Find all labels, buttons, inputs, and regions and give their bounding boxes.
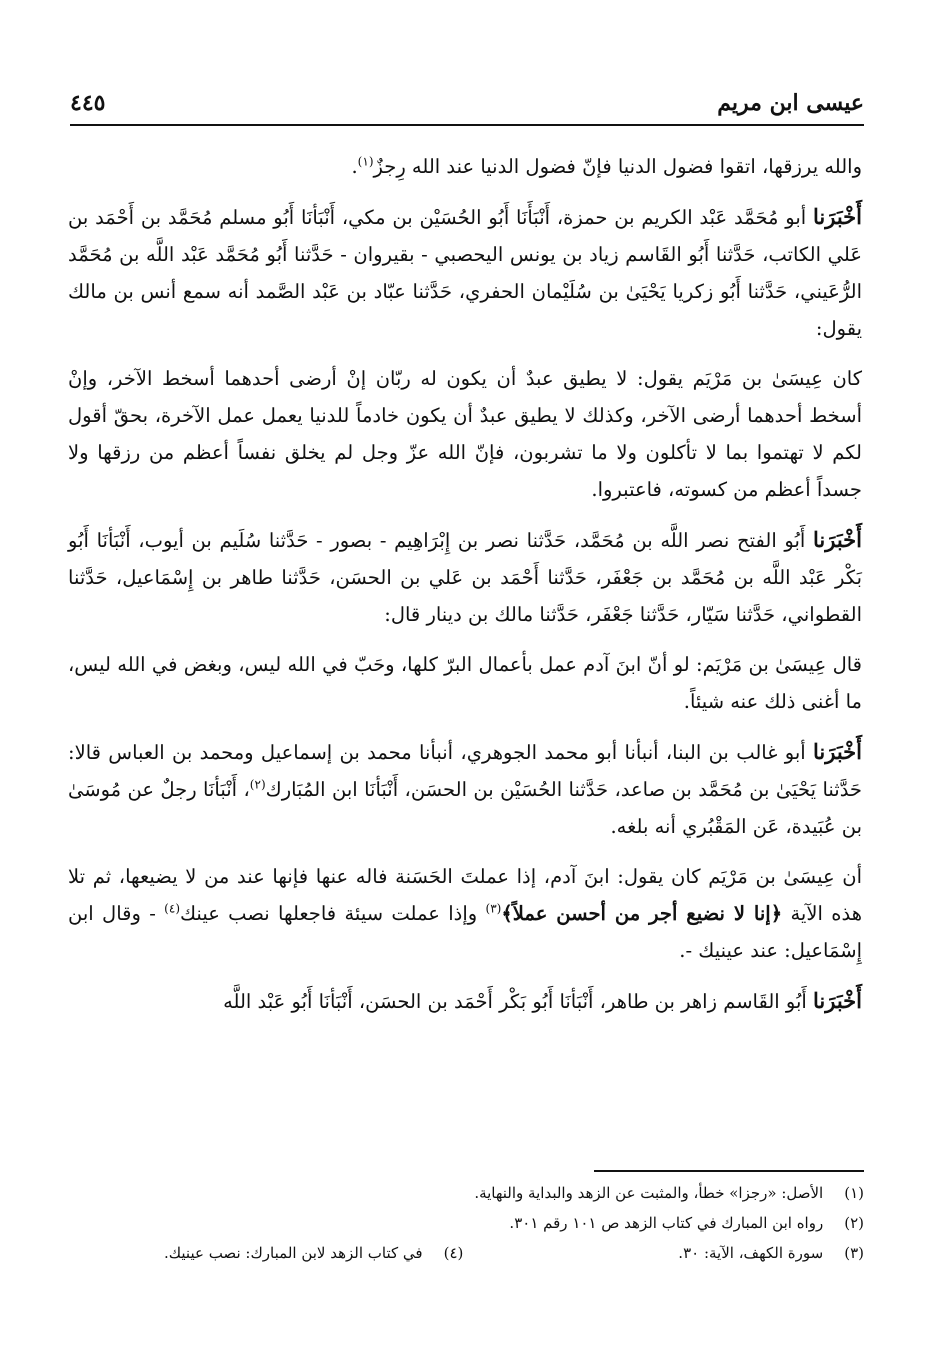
paragraph-3 <box>68 360 862 508</box>
footnote-4 <box>164 1238 463 1268</box>
running-title: عيسى ابن مريم <box>717 90 864 116</box>
footnote-text: في كتاب الزهد لابن المبارك: نصب عينيك. <box>164 1244 423 1262</box>
paragraph-1 <box>68 148 862 185</box>
paragraph-text: أن عِيسَىٰ بن مَرْيَم كان يقول: ابنَ آدم، إذا عملتَ الحَسَنة فاله عنها فإنها عند من لا يضيعها، ثم تلا هذه الآية <box>68 865 862 925</box>
footnote-1 <box>70 1178 864 1208</box>
paragraph-tail: . <box>351 155 358 178</box>
footnote-ref-2: (٢) <box>249 777 266 792</box>
paragraph-text: أَبُو القَاسم زاهر بن طاهر، أَنْبَأنَا أَبُو بَكْر أَحْمَد بن الحسَن، أَنْبَأنَا أَبُو عَبْد اللَّه <box>223 990 814 1013</box>
paragraph-text: قال عِيسَىٰ بن مَرْيَم: لو أنّ ابنَ آدم عمل بأعمال البرّ كلها، وحَبّ في الله ليس، وبغض في الله ليس، ما أغنى ذلك عنه شيئاً. <box>68 653 862 713</box>
isnad-lead-word: أَخْبَرَنا <box>813 739 862 764</box>
isnad-lead-word: أَخْبَرَنا <box>813 204 862 229</box>
footnote-number: (٤) <box>443 1244 464 1262</box>
paragraph-7 <box>68 858 862 969</box>
quran-verse: ﴿إنا لا نضيع أجر من أحسن عملاً﴾ <box>501 902 783 925</box>
isnad-lead-word: أَخْبَرَنا <box>813 527 862 552</box>
paragraph-text: كان عِيسَىٰ بن مَرْيَم يقول: لا يطيق عبدٌ أن يكون له ربّان إنْ أرضى أحدهما أسخط الآخر، وإنْ أسخط أحدهما أرضى الآخر، وكذلك لا يطيق عبدٌ أن يكون خادماً للدنيا يعمل عمل الآخرة، بحقّ أقول لكم لا تهتموا بما لا تأكلون ولا ما تشربون، فإنّ الله عزّ وجل لم يخلق نفساً أعظم من رزقها ولا جسداً أعظم من كسوته، فاعتبروا. <box>68 367 862 501</box>
footnote-number: (٣) <box>844 1244 864 1262</box>
page-number: ٤٤٥ <box>70 90 106 116</box>
paragraph-text: أبو مُحَمَّد عَبْد الكريم بن حمزة، أَنْبَأَنَا أَبُو الحُسَيْن بن مكي، أَنْبَأنَا أَبُو مسلم مُحَمَّد بن أَحْمَد بن عَلي الكاتب، حَدَّثنا أَبُو القَاسم زياد بن يونس اليحصبي - بقيروان - حَدَّثنا أَبُو مُحَمَّد عَبْد اللَّه بن مُحَمَّد الرُّعَيني، حَدَّثنا أَبُو زكريا يَحْيَىٰ بن سُلَيْمان الحفري، حَدَّثنا عبّاد بن عَبْد الصَّمد أنه سمع أنس بن مالك يقول: <box>68 206 862 340</box>
paragraph-text: والله يرزقها، اتقوا فضول الدنيا فإنّ فضول الدنيا عند الله رِجزٌ <box>373 155 862 178</box>
paragraph-text: أبو غالب بن البنا، أنبأنا أبو محمد الجوهري، أنبأنا محمد بن إسماعيل ومحمد بن العباس قالا: حَدَّثنا يَحْيَىٰ بن مُحَمَّد بن صاعد، حَدَّثنا الحُسَيْن بن الحسَن، أَنْبَأنَا ابن المُبَارك <box>68 741 862 801</box>
paragraph-text: أَبُو الفتح نصر اللَّه بن مُحَمَّد، حَدَّثنا نصر بن إِبْرَاهِيم - بصور - حَدَّثنا سُلَيم بن أيوب، أَنْبَأنَا أَبُو بَكْر عَبْد اللَّه بن مُحَمَّد بن جَعْفَر، حَدَّثنا أَحْمَد بن عَلي بن الحسَن، حَدَّثنا طاهر بن إِسْمَاعيل، حَدَّثنا القطواني، حَدَّثنا سَيّار، حَدَّثنا جَعْفَر، حَدَّثنا مالك بن دينار قال: <box>68 529 862 626</box>
paragraph-tail: ، أَنْبَأنَا رجلٌ عن مُوسَىٰ بن عُبَيدة، عَن المَقْبُري أنه بلغه. <box>68 778 862 838</box>
footnote-ref-1: (١) <box>357 154 374 169</box>
paragraph-text: وإذا عملت سيئة فاجعلها نصب عينك <box>180 902 486 925</box>
footnote-text: الأصل: «رجزا» خطأ، والمثبت عن الزهد والبداية والنهاية. <box>474 1184 824 1202</box>
footnote-rule <box>594 1170 864 1172</box>
paragraph-6 <box>68 733 862 845</box>
footnote-ref-4: (٤) <box>164 901 180 916</box>
footnote-text: سورة الكهف، الآية: ٣٠. <box>678 1244 824 1262</box>
paragraph-2 <box>68 198 862 347</box>
paragraph-5 <box>68 646 862 720</box>
paragraph-4 <box>68 521 862 633</box>
footnote-3 <box>678 1238 864 1268</box>
footnote-2 <box>70 1208 864 1238</box>
footnote-ref-3: (٣) <box>485 901 502 916</box>
footnote-text: رواه ابن المبارك في كتاب الزهد ص ١٠١ رقم ٣٠١. <box>509 1214 824 1232</box>
footnote-number: (١) <box>844 1184 864 1202</box>
page-header <box>70 88 864 126</box>
footnotes <box>70 1170 864 1268</box>
paragraph-8 <box>68 982 862 1020</box>
paragraph-tail: - وقال ابن إِسْمَاعيل: عند عينيك -. <box>68 902 862 962</box>
main-text <box>68 148 862 1033</box>
footnote-number: (٢) <box>844 1214 864 1232</box>
isnad-lead-word: أَخْبَرَنا <box>813 988 862 1013</box>
footnote-row <box>164 1238 864 1268</box>
